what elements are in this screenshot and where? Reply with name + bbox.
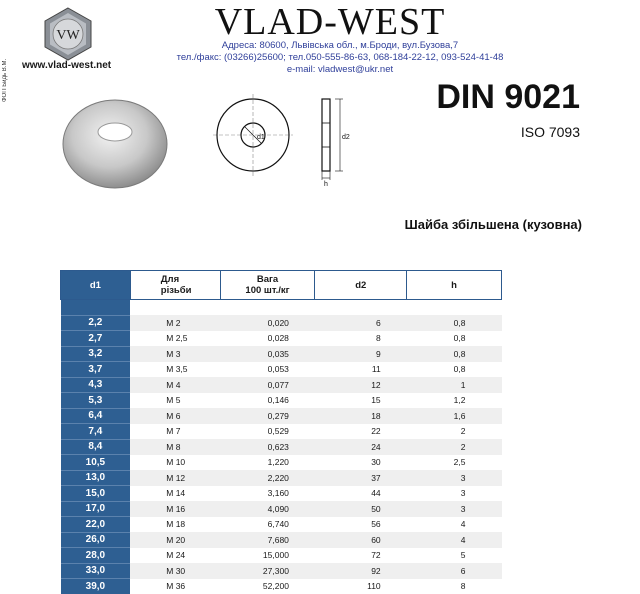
cell-h: 2: [407, 439, 502, 455]
cell-d2: 6: [315, 315, 407, 331]
header-mass: [220, 271, 315, 300]
spec-table: [60, 270, 502, 594]
cell-h: 0,8: [407, 362, 502, 378]
standard-title: DIN 9021: [436, 78, 580, 116]
cell-mass: 2,220: [220, 470, 315, 486]
table-row: [61, 532, 502, 548]
cell-h: 3: [407, 486, 502, 502]
cell-d1: 22,0: [61, 517, 131, 533]
cell-d2: 24: [315, 439, 407, 455]
cell-mass: 0,146: [220, 393, 315, 409]
cell-h: 2: [407, 424, 502, 440]
header-thread: [130, 271, 220, 300]
cell-mass: 27,300: [220, 563, 315, 579]
cell-thread: M 16: [130, 501, 220, 517]
table-header-row: [61, 271, 502, 300]
cell-d1: 7,4: [61, 424, 131, 440]
cell-mass: 0,623: [220, 439, 315, 455]
table-row: [61, 439, 502, 455]
spacer-cell: [130, 300, 501, 316]
header-mass-line2: 100 шт./кг: [245, 285, 290, 296]
company-logo: [40, 6, 96, 62]
drawing-label-d2: d2: [342, 134, 350, 141]
cell-d1: 3,7: [61, 362, 131, 378]
contact-email[interactable]: e-mail: vladwest@ukr.net: [286, 64, 394, 75]
header-d1: d1: [61, 271, 131, 300]
header-d2: d2: [315, 271, 407, 300]
cell-h: 4: [407, 532, 502, 548]
cell-thread: M 3,5: [130, 362, 220, 378]
cell-mass: 0,020: [220, 315, 315, 331]
cell-thread: M 7: [130, 424, 220, 440]
table-row: [61, 517, 502, 533]
cell-h: 1: [407, 377, 502, 393]
cell-d2: 44: [315, 486, 407, 502]
product-description: Шайба збільшена (кузовна): [404, 217, 582, 232]
cell-mass: 0,035: [220, 346, 315, 362]
cell-d1: 15,0: [61, 486, 131, 502]
cell-h: 8: [407, 579, 502, 594]
cell-d2: 56: [315, 517, 407, 533]
header-thread-line2: різьби: [160, 285, 192, 296]
cell-mass: 6,740: [220, 517, 315, 533]
cell-d1: 2,7: [61, 331, 131, 347]
cell-h: 0,8: [407, 346, 502, 362]
cell-d2: 110: [315, 579, 407, 594]
cell-d2: 37: [315, 470, 407, 486]
cell-thread: M 36: [130, 579, 220, 594]
contact-block: [150, 40, 530, 76]
cell-d1: 5,3: [61, 393, 131, 409]
cell-h: 5: [407, 548, 502, 564]
table-row: [61, 455, 502, 471]
cell-mass: 0,279: [220, 408, 315, 424]
washer-drawing: [205, 92, 365, 187]
cell-d1: 10,5: [61, 455, 131, 471]
washer-photo: [60, 92, 170, 192]
cell-d2: 30: [315, 455, 407, 471]
cell-d1: 8,4: [61, 439, 131, 455]
cell-d2: 72: [315, 548, 407, 564]
table-row: [61, 377, 502, 393]
cell-d1: 28,0: [61, 548, 131, 564]
cell-thread: M 14: [130, 486, 220, 502]
table-row: [61, 408, 502, 424]
contact-address: Адреса: 80600, Львівська обл., м.Броди, вул.Бузова,7: [221, 40, 459, 51]
cell-d2: 8: [315, 331, 407, 347]
cell-mass: 1,220: [220, 455, 315, 471]
table-row: [61, 563, 502, 579]
cell-thread: M 12: [130, 470, 220, 486]
drawing-label-h: h: [324, 181, 328, 187]
brand-title: VLAD-WEST: [214, 1, 446, 43]
contact-phones: тел./факс: (03266)25600; тел.050-555-86-63, 068-184-22-12, 093-524-41-48: [176, 52, 504, 63]
cell-thread: M 2,5: [130, 331, 220, 347]
cell-thread: M 6: [130, 408, 220, 424]
cell-mass: 4,090: [220, 501, 315, 517]
iso-reference: ISO 7093: [520, 124, 580, 140]
cell-thread: M 10: [130, 455, 220, 471]
cell-thread: M 30: [130, 563, 220, 579]
cell-d1: 17,0: [61, 501, 131, 517]
cell-thread: M 24: [130, 548, 220, 564]
table-body: [61, 300, 502, 594]
header-h: h: [407, 271, 502, 300]
cell-d2: 9: [315, 346, 407, 362]
cell-d2: 60: [315, 532, 407, 548]
table-row: [61, 548, 502, 564]
logo-letters: VW: [56, 28, 80, 43]
cell-d2: 11: [315, 362, 407, 378]
cell-mass: 15,000: [220, 548, 315, 564]
cell-mass: 52,200: [220, 579, 315, 594]
table-row: [61, 424, 502, 440]
cell-h: 6: [407, 563, 502, 579]
cell-d2: 12: [315, 377, 407, 393]
table-row: [61, 470, 502, 486]
cell-mass: 0,053: [220, 362, 315, 378]
cell-d1: 4,3: [61, 377, 131, 393]
table-spacer: [61, 300, 502, 316]
cell-h: 0,8: [407, 331, 502, 347]
cell-d1: 33,0: [61, 563, 131, 579]
cell-d2: 50: [315, 501, 407, 517]
cell-h: 4: [407, 517, 502, 533]
cell-d2: 92: [315, 563, 407, 579]
cell-thread: M 20: [130, 532, 220, 548]
cell-mass: 0,529: [220, 424, 315, 440]
drawing-label-d1: d1: [257, 134, 265, 141]
header-mass-line1: Вага: [256, 274, 279, 285]
cell-d1: 39,0: [61, 579, 131, 594]
cell-d1: 26,0: [61, 532, 131, 548]
cell-h: 1,6: [407, 408, 502, 424]
cell-mass: 7,680: [220, 532, 315, 548]
cell-h: 3: [407, 501, 502, 517]
side-note: ФОП Бидь В.М.: [2, 58, 8, 102]
cell-h: 3: [407, 470, 502, 486]
website-link[interactable]: www.vlad-west.net: [22, 60, 112, 71]
cell-h: 2,5: [407, 455, 502, 471]
header-thread-line1: Для: [160, 274, 180, 285]
cell-mass: 0,077: [220, 377, 315, 393]
table-row: [61, 393, 502, 409]
cell-h: 0,8: [407, 315, 502, 331]
cell-d2: 15: [315, 393, 407, 409]
cell-thread: M 4: [130, 377, 220, 393]
cell-d2: 22: [315, 424, 407, 440]
table-row: [61, 331, 502, 347]
cell-thread: M 8: [130, 439, 220, 455]
cell-thread: M 3: [130, 346, 220, 362]
cell-h: 1,2: [407, 393, 502, 409]
table-row: [61, 362, 502, 378]
cell-d2: 18: [315, 408, 407, 424]
spacer-cell: [61, 300, 131, 316]
cell-d1: 3,2: [61, 346, 131, 362]
cell-mass: 3,160: [220, 486, 315, 502]
cell-d1: 2,2: [61, 315, 131, 331]
table-row: [61, 579, 502, 594]
cell-thread: M 18: [130, 517, 220, 533]
cell-thread: M 2: [130, 315, 220, 331]
cell-d1: 13,0: [61, 470, 131, 486]
cell-mass: 0,028: [220, 331, 315, 347]
cell-d1: 6,4: [61, 408, 131, 424]
table-row: [61, 346, 502, 362]
table-row: [61, 315, 502, 331]
table-row: [61, 501, 502, 517]
cell-thread: M 5: [130, 393, 220, 409]
table-row: [61, 486, 502, 502]
